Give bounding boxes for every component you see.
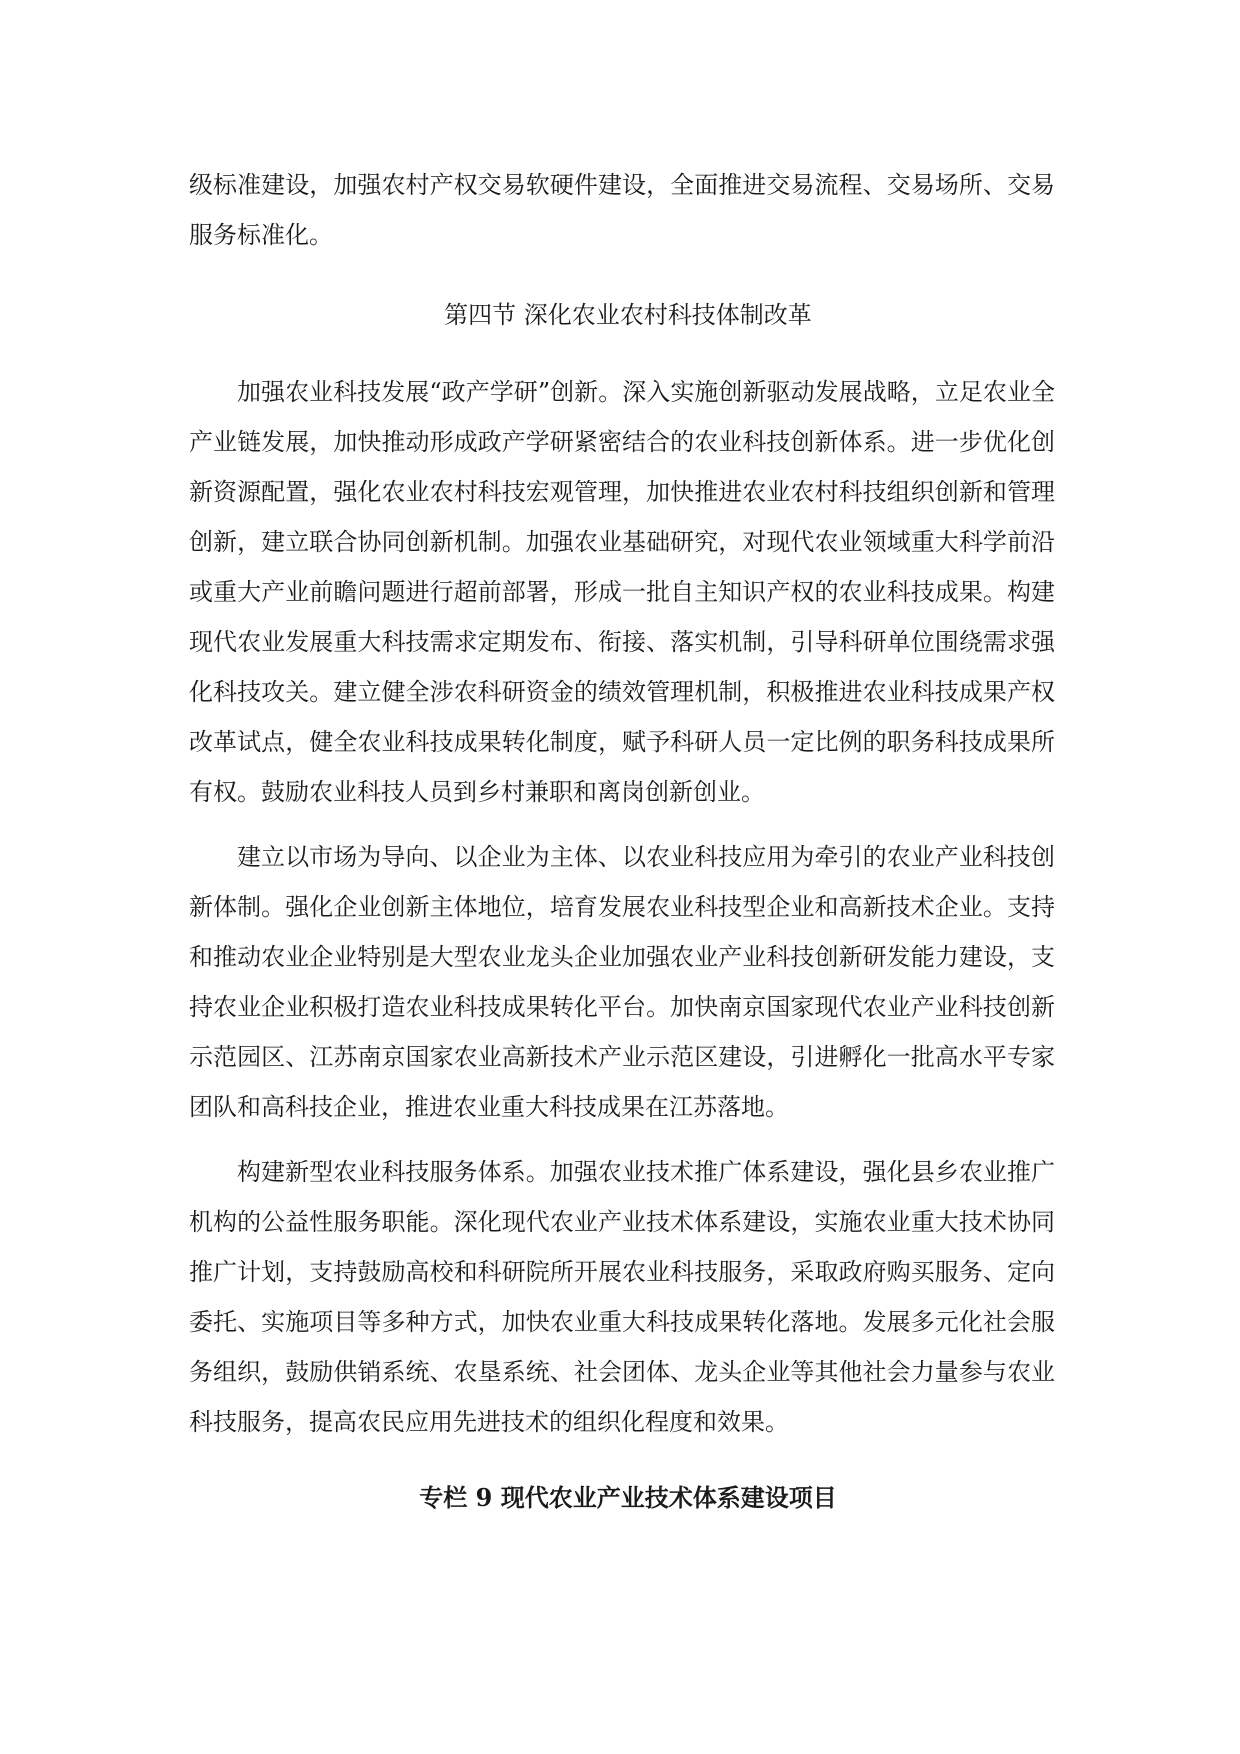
paragraph-industry-innovation: 建立以市场为导向、以企业为主体、以农业科技应用为牵引的农业产业科技创新体制。强化企业创新主体地位，培育发展农业科技型企业和高新技术企业。支持和推动农业企业特别是大型农业龙头企业加强农业产业科技创新研发能力建设，支持农业企业积极打造农业科技成果转化平台。加快南京国家现代农业产业科技创新示范园区、江苏南京国家农业高新技术产业示范区建设，引进孵化一批高水平专家团队和高科技企业，推进农业重大科技成果在江苏落地。 (189, 843, 1055, 1121)
continuation-paragraph: 级标准建设，加强农村产权交易软硬件建设，全面推进交易流程、交易场所、交易服务标准化。 (189, 171, 1055, 249)
document-body (189, 160, 1055, 1523)
section-heading: 第四节 深化农业农村科技体制改革 (444, 301, 812, 329)
paragraph-research-innovation: 加强农业科技发展“政产学研”创新。深入实施创新驱动发展战略，立足农业全产业链发展，加快推动形成政产学研紧密结合的农业科技创新体系。进一步优化创新资源配置，强化农业农村科技宏观管理，加快推进农业农村科技组织创新和管理创新，建立联合协同创新机制。加强农业基础研究，对现代农业领域重大科学前沿或重大产业前瞻问题进行超前部署，形成一批自主知识产权的农业科技成果。构建现代农业发展重大科技需求定期发布、衔接、落实机制，引导科研单位围绕需求强化科技攻关。建立健全涉农科研资金的绩效管理机制，积极推进农业科技成果产权改革试点，健全农业科技成果转化制度，赋予科研人员一定比例的职务科技成果所有权。鼓励农业科技人员到乡村兼职和离岗创新创业。 (189, 378, 1055, 806)
box-title: 专栏 9 现代农业产业技术体系建设项目 (419, 1483, 837, 1512)
paragraph-service-system: 构建新型农业科技服务体系。加强农业技术推广体系建设，强化县乡农业推广机构的公益性服务职能。深化现代农业产业技术体系建设，实施农业重大技术协同推广计划，支持鼓励高校和科研院所开展农业科技服务，采取政府购买服务、定向委托、实施项目等多种方式，加快农业重大科技成果转化落地。发展多元化社会服务组织，鼓励供销系统、农垦系统、社会团体、龙头企业等其他社会力量参与农业科技服务，提高农民应用先进技术的组织化程度和效果。 (189, 1158, 1055, 1436)
